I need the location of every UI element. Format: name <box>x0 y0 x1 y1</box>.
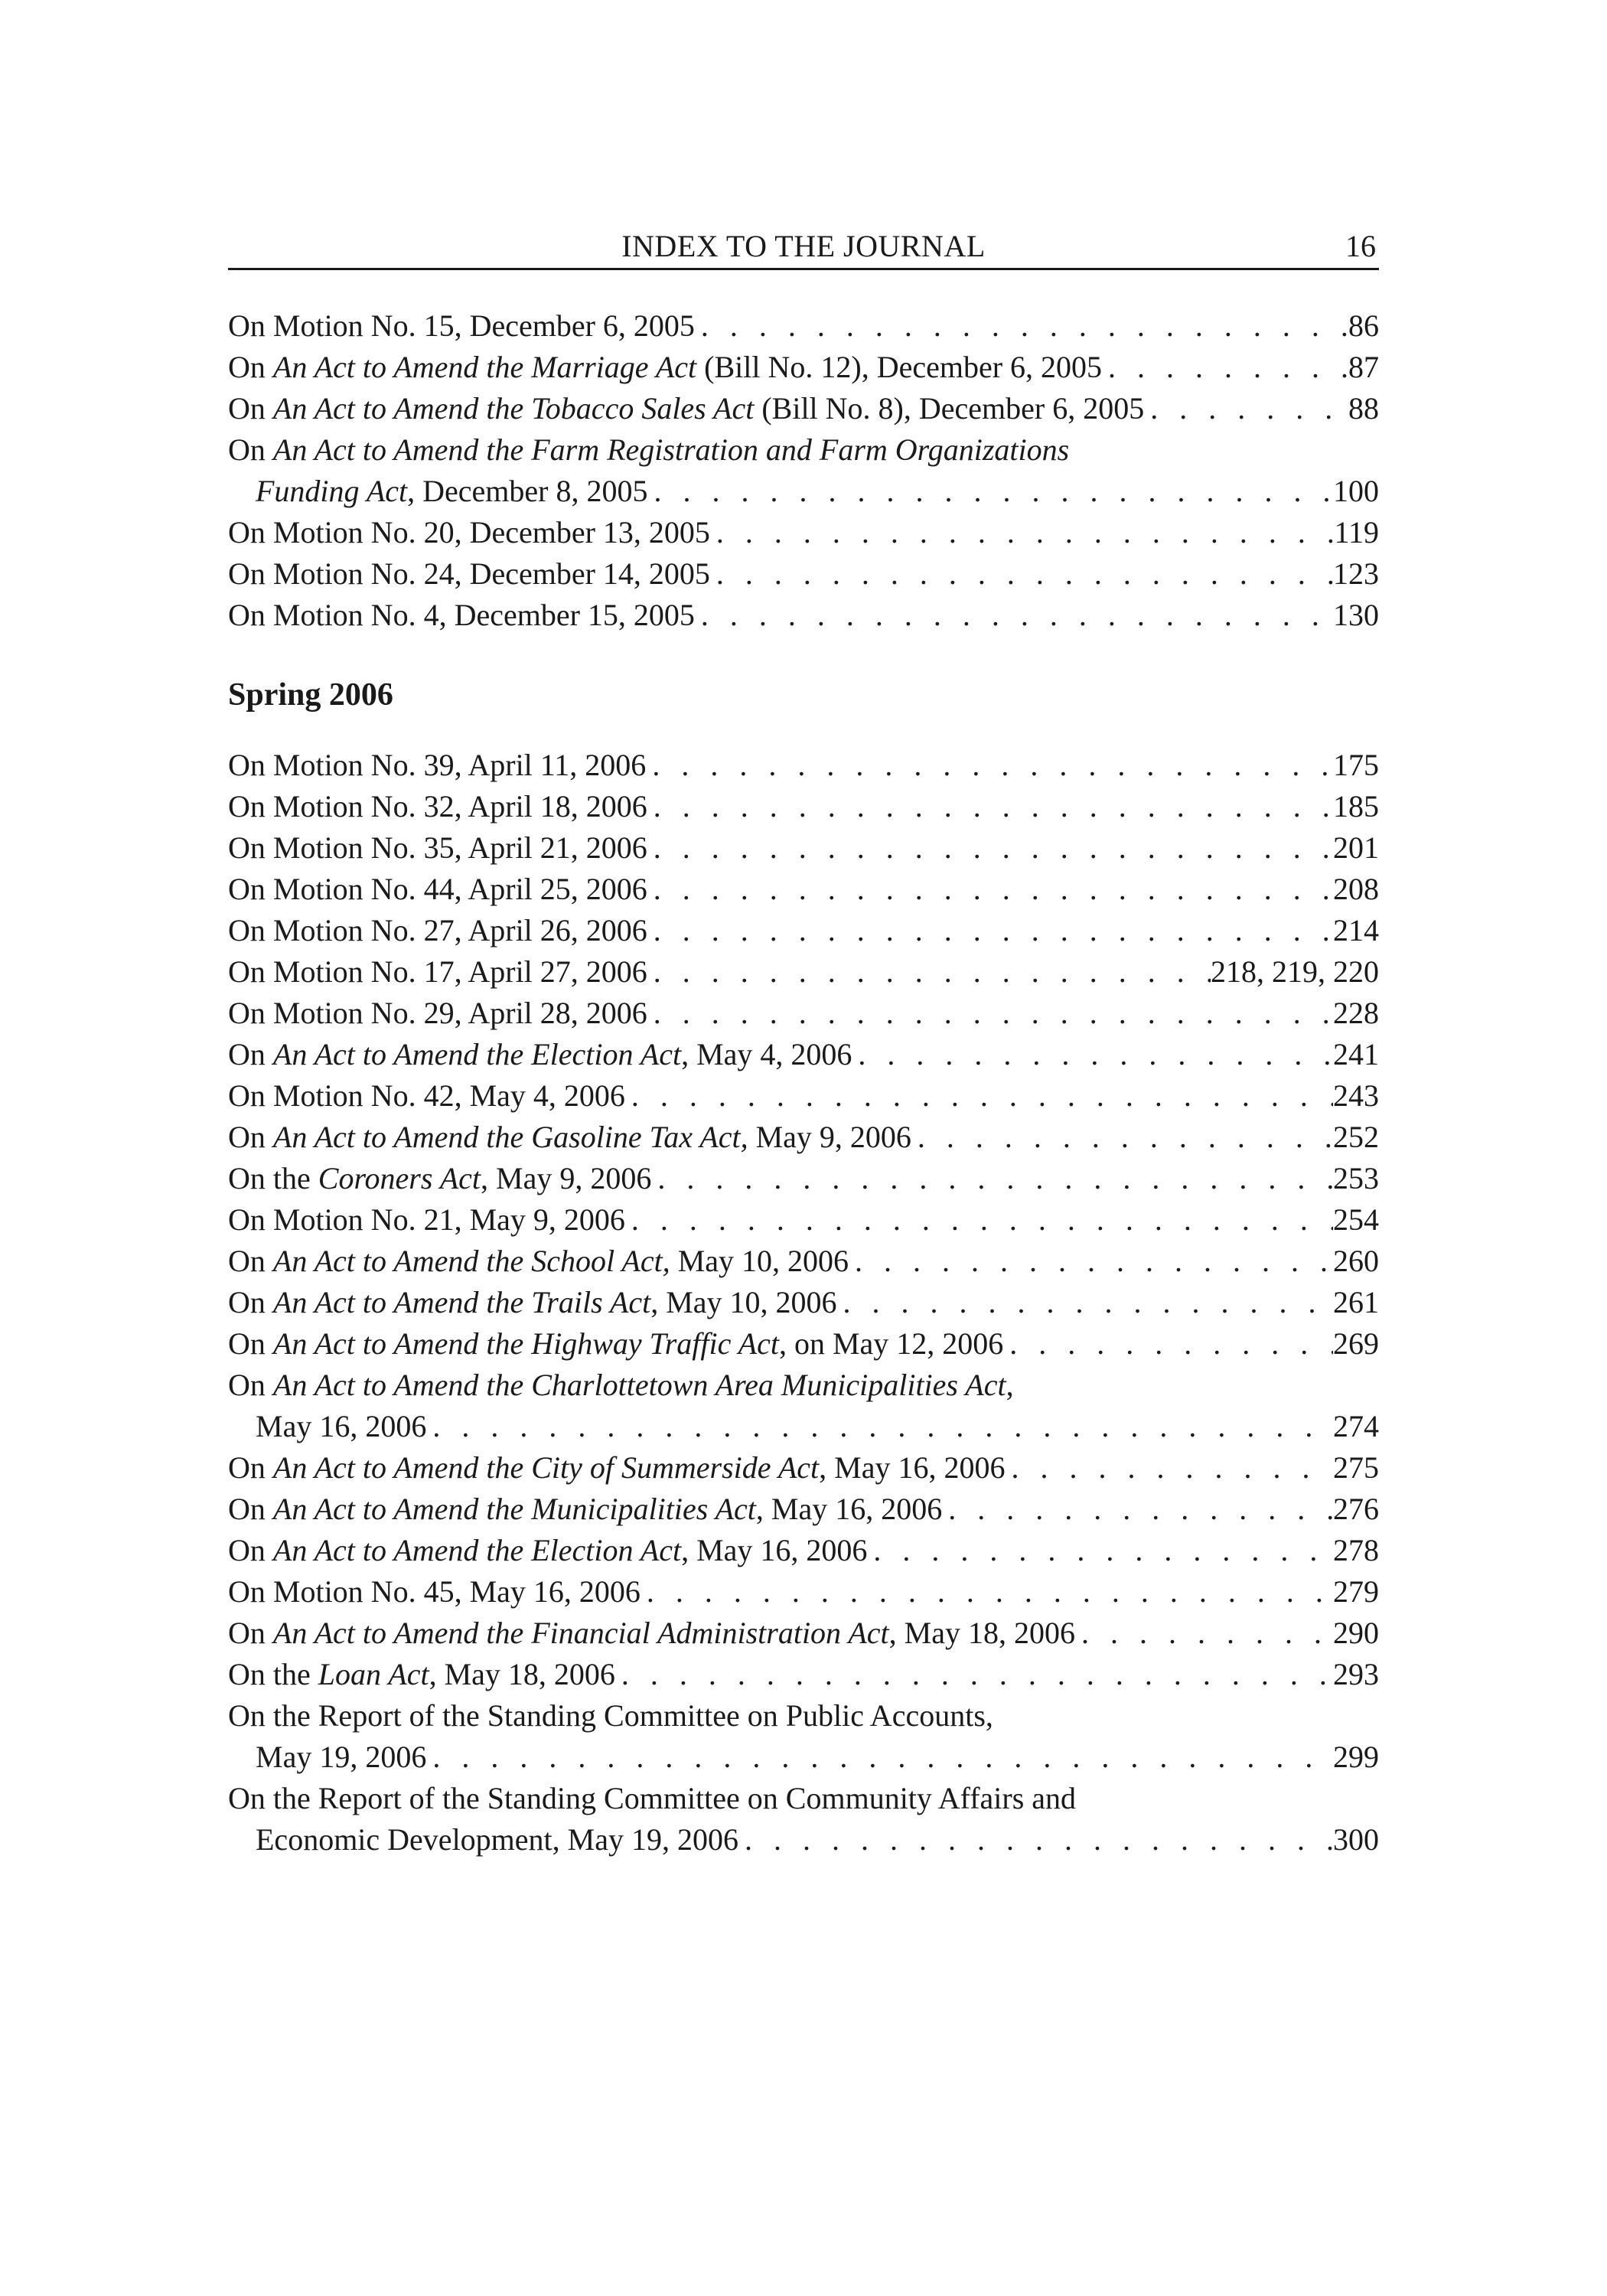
entry-text <box>228 1654 615 1695</box>
dot-leader <box>651 1158 1333 1199</box>
index-entry <box>228 951 1379 993</box>
index-entry <box>228 1199 1379 1241</box>
entry-text-segment: On Motion No. 29, April 28, 2006 <box>228 996 647 1030</box>
index-entry <box>228 1571 1379 1613</box>
entry-text-italic: An Act to Amend the Election Act <box>272 1037 682 1071</box>
entry-text-segment: On the <box>228 1161 318 1195</box>
entry-text-segment: May 16, 2006 <box>256 1409 427 1443</box>
entry-text-segment: On Motion No. 35, April 21, 2006 <box>228 830 647 865</box>
entry-text <box>228 869 647 910</box>
entry-text <box>228 1282 837 1323</box>
entry-text-segment: , on May 12, 2006 <box>778 1326 1004 1361</box>
dot-leader <box>911 1117 1333 1158</box>
entry-text <box>228 1571 641 1613</box>
dot-leader <box>710 553 1333 595</box>
entry-text-segment: May 9, 2006 <box>748 1120 911 1154</box>
entry-line <box>228 1654 1379 1695</box>
entry-text-segment: On Motion No. 24, December 14, 2005 <box>228 556 710 591</box>
index-entry <box>228 1654 1379 1695</box>
entry-line <box>228 1447 1379 1489</box>
dot-leader <box>647 993 1333 1034</box>
entry-text-segment: On the Report of the Standing Committee on Community Affairs and <box>228 1781 1077 1815</box>
entry-text-segment: , May 9, 2006 <box>481 1161 652 1195</box>
entry-line <box>228 1365 1379 1406</box>
index-section <box>228 305 1379 636</box>
entry-line <box>228 1613 1379 1654</box>
entry-page-numbers: 254 <box>1333 1202 1379 1237</box>
entry-text-italic: An Act to Amend the City of Summerside Act <box>272 1450 820 1485</box>
index-entry <box>228 1158 1379 1199</box>
dot-leader <box>695 305 1348 347</box>
entry-line <box>228 1117 1379 1158</box>
entry-text-segment: , May 16, 2006 <box>681 1533 868 1567</box>
dot-leader <box>738 1819 1333 1861</box>
entry-text-segment: May 10, 2006 <box>670 1244 849 1278</box>
entry-text <box>228 429 1069 471</box>
entry-text-segment: On <box>228 432 273 467</box>
page-number: 16 <box>1345 229 1376 263</box>
entry-text-segment: Economic Development, May 19, 2006 <box>256 1822 738 1857</box>
entry-text-segment: On Motion No. 45, May 16, 2006 <box>228 1574 641 1609</box>
entry-text <box>256 1737 426 1778</box>
entry-text-segment: On <box>228 1244 273 1278</box>
entry-text-segment: On the Report of the Standing Committee on Public Accounts, <box>228 1698 993 1733</box>
entry-line <box>228 1075 1379 1117</box>
dot-leader <box>647 786 1333 827</box>
entry-text-segment: On Motion No. 42, May 4, 2006 <box>228 1078 625 1113</box>
entry-text-segment: , May 10, 2006 <box>650 1285 837 1319</box>
dot-leader <box>647 951 1211 993</box>
entry-text <box>228 786 647 827</box>
entry-text-segment: On Motion No. 20, December 13, 2005 <box>228 515 710 550</box>
entry-text-segment: On <box>228 1450 273 1485</box>
entry-continuation-line <box>228 1737 1379 1778</box>
entry-line <box>228 993 1379 1034</box>
entry-text-segment: (Bill No. 8), December 6, 2005 <box>754 391 1145 426</box>
index-entry <box>228 1117 1379 1158</box>
entry-text-segment: On <box>228 1492 273 1526</box>
entry-text-segment: On Motion No. 15, December 6, 2005 <box>228 308 695 343</box>
entry-continuation-line <box>228 471 1379 512</box>
entry-line <box>228 595 1379 636</box>
index-entry <box>228 1034 1379 1075</box>
dot-leader <box>647 827 1333 869</box>
entry-page-numbers: 228 <box>1333 996 1379 1030</box>
dot-leader <box>647 471 1333 512</box>
index-section <box>228 674 1379 1861</box>
dot-leader <box>942 1489 1333 1530</box>
entry-page-numbers: 87 <box>1348 350 1379 384</box>
entry-text-segment: On Motion No. 21, May 9, 2006 <box>228 1202 625 1237</box>
entry-page-numbers: 261 <box>1333 1285 1379 1319</box>
entry-text <box>228 1778 1076 1819</box>
entry-page-numbers: 276 <box>1333 1492 1379 1526</box>
entry-text <box>228 347 1102 388</box>
index-entry <box>228 1695 1379 1778</box>
dot-leader <box>1075 1613 1333 1654</box>
entry-text-italic: An Act to Amend the School Act, <box>272 1244 670 1278</box>
entry-text-italic: Loan Act <box>318 1657 429 1691</box>
index-entry <box>228 869 1379 910</box>
entry-continuation-line <box>228 1406 1379 1447</box>
index-entry <box>228 1241 1379 1282</box>
entry-text-italic: An Act to Amend the Farm Registration and Farm Organizations <box>272 432 1070 467</box>
entry-text-segment: On <box>228 1037 273 1071</box>
entry-line <box>228 1323 1379 1365</box>
entry-text-segment: On Motion No. 4, December 15, 2005 <box>228 598 695 632</box>
entry-text <box>228 1199 625 1241</box>
entry-text-segment: , May 4, 2006 <box>681 1037 852 1071</box>
entry-text-segment: , May 18, 2006 <box>888 1616 1075 1650</box>
dot-leader <box>695 595 1333 636</box>
entry-continuation-line <box>228 1819 1379 1861</box>
dot-leader <box>849 1241 1333 1282</box>
entry-line <box>228 388 1379 429</box>
entry-line <box>228 429 1379 471</box>
dot-leader <box>867 1530 1333 1571</box>
dot-leader <box>615 1654 1333 1695</box>
entry-page-numbers: 214 <box>1333 913 1379 947</box>
dot-leader <box>625 1199 1333 1241</box>
entry-line <box>228 1530 1379 1571</box>
entry-text-segment: On Motion No. 39, April 11, 2006 <box>228 748 647 782</box>
index-entry <box>228 429 1379 512</box>
entry-page-numbers: 260 <box>1333 1244 1379 1278</box>
entry-page-numbers: 279 <box>1333 1574 1379 1609</box>
entry-page-numbers: 253 <box>1333 1161 1379 1195</box>
entry-text-italic: An Act to Amend the Municipalities Act <box>272 1492 756 1526</box>
entry-text <box>228 1530 867 1571</box>
entry-line <box>228 786 1379 827</box>
entry-text <box>228 595 695 636</box>
entry-text <box>228 993 647 1034</box>
entry-page-numbers: 119 <box>1334 515 1379 550</box>
entry-text-segment: , May 16, 2006 <box>755 1492 943 1526</box>
entry-text-italic: An Act to Amend the Charlottetown Area Municipalities Act <box>272 1368 1006 1402</box>
entry-page-numbers: 185 <box>1333 789 1379 823</box>
entry-text <box>228 553 710 595</box>
index-entry <box>228 1778 1379 1861</box>
dot-leader <box>625 1075 1333 1117</box>
entry-page-numbers: 130 <box>1333 598 1379 632</box>
entry-text-segment: , May 16, 2006 <box>819 1450 1006 1485</box>
entry-page-numbers: 278 <box>1333 1533 1379 1567</box>
entry-page-numbers: 290 <box>1333 1616 1379 1650</box>
running-header <box>228 223 1379 270</box>
index-entry <box>228 786 1379 827</box>
entry-line <box>228 1282 1379 1323</box>
index-entry <box>228 1489 1379 1530</box>
entry-text-segment: May 19, 2006 <box>256 1740 427 1774</box>
dot-leader <box>837 1282 1333 1323</box>
entry-text-segment: On Motion No. 32, April 18, 2006 <box>228 789 647 823</box>
entry-text-segment: On Motion No. 17, April 27, 2006 <box>228 954 647 989</box>
dot-leader <box>852 1034 1333 1075</box>
entry-text-italic: An Act to Amend the Gasoline Tax Act, <box>272 1120 748 1154</box>
entry-text <box>228 1323 1003 1365</box>
entry-text-italic: An Act to Amend the Election Act <box>272 1533 682 1567</box>
entry-line <box>228 1695 1379 1737</box>
entry-page-numbers: 275 <box>1333 1450 1379 1485</box>
entry-text-segment: , <box>1006 1368 1014 1402</box>
dot-leader <box>1003 1323 1333 1365</box>
entry-text-italic: An Act to Amend the Highway Traffic Act <box>272 1326 779 1361</box>
entry-line <box>228 1158 1379 1199</box>
index-entry <box>228 1613 1379 1654</box>
entry-text-segment: On the <box>228 1657 318 1691</box>
entry-page-numbers: 100 <box>1333 474 1379 508</box>
entry-text <box>256 1406 426 1447</box>
entry-text <box>228 1613 1075 1654</box>
index-entry <box>228 910 1379 951</box>
entry-line <box>228 1034 1379 1075</box>
entry-text <box>228 1117 911 1158</box>
entry-page-numbers: 218, 219, 220 <box>1211 954 1379 989</box>
entry-text <box>228 910 647 951</box>
entry-text-segment: On <box>228 1120 273 1154</box>
entry-text <box>228 1695 993 1737</box>
entry-text-italic: An Act to Amend the Marriage Act <box>272 350 697 384</box>
index-entry <box>228 993 1379 1034</box>
dot-leader <box>647 910 1333 951</box>
entry-page-numbers: 243 <box>1333 1078 1379 1113</box>
entry-text <box>256 471 647 512</box>
entry-text-italic: Coroners Act <box>318 1161 481 1195</box>
running-header-title: INDEX TO THE JOURNAL <box>621 229 986 263</box>
entry-line <box>228 951 1379 993</box>
section-heading: Spring 2006 <box>228 677 393 713</box>
entry-text <box>228 951 647 993</box>
entry-page-numbers: 86 <box>1348 308 1379 343</box>
entry-text-segment: (Bill No. 12), December 6, 2005 <box>696 350 1103 384</box>
entry-text <box>228 1365 1014 1406</box>
entry-text-segment: On <box>228 391 273 426</box>
dot-leader <box>710 512 1335 553</box>
entry-page-numbers: 299 <box>1333 1740 1379 1774</box>
entry-page-numbers: 123 <box>1333 556 1379 591</box>
entry-text <box>228 1241 849 1282</box>
entry-line <box>228 869 1379 910</box>
index-entry <box>228 827 1379 869</box>
entry-text-italic: Funding Act <box>256 474 408 508</box>
index-entry <box>228 745 1379 786</box>
index-page <box>228 223 1379 1861</box>
dot-leader <box>1005 1447 1333 1489</box>
entry-text-segment: On <box>228 350 273 384</box>
index-entry <box>228 512 1379 553</box>
entry-page-numbers: 274 <box>1333 1409 1379 1443</box>
entry-page-numbers: 269 <box>1333 1326 1379 1361</box>
entry-text-segment: On <box>228 1533 273 1567</box>
entry-text <box>228 512 710 553</box>
entry-text <box>256 1819 738 1861</box>
entry-text-segment: On <box>228 1616 273 1650</box>
dot-leader <box>641 1571 1333 1613</box>
entry-text-segment: , December 8, 2005 <box>407 474 648 508</box>
dot-leader <box>647 869 1333 910</box>
entry-text <box>228 1034 852 1075</box>
index-entry <box>228 1365 1379 1447</box>
entry-page-numbers: 201 <box>1333 830 1379 865</box>
entry-text-italic: An Act to Amend the Financial Administration Act <box>272 1616 889 1650</box>
index-entry <box>228 1530 1379 1571</box>
entry-text <box>228 1158 651 1199</box>
index-body <box>228 305 1379 1861</box>
index-entry <box>228 347 1379 388</box>
index-entry <box>228 1075 1379 1117</box>
entry-text <box>228 745 646 786</box>
dot-leader <box>1144 388 1348 429</box>
dot-leader <box>646 745 1333 786</box>
entry-text-italic: An Act to Amend the Tobacco Sales Act <box>272 391 755 426</box>
entry-line <box>228 347 1379 388</box>
entry-text <box>228 388 1144 429</box>
dot-leader <box>426 1406 1333 1447</box>
entry-page-numbers: 175 <box>1333 748 1379 782</box>
entry-line <box>228 1489 1379 1530</box>
entry-text-italic: An Act to Amend the Trails Act <box>272 1285 651 1319</box>
entry-line <box>228 1199 1379 1241</box>
entry-line <box>228 1571 1379 1613</box>
entry-page-numbers: 252 <box>1333 1120 1379 1154</box>
entry-text-segment: On Motion No. 27, April 26, 2006 <box>228 913 647 947</box>
index-entry <box>228 1323 1379 1365</box>
dot-leader <box>1102 347 1348 388</box>
entry-page-numbers: 300 <box>1333 1822 1379 1857</box>
entry-text <box>228 1075 625 1117</box>
entry-text-segment: On <box>228 1368 273 1402</box>
entry-text-segment: , May 18, 2006 <box>429 1657 615 1691</box>
index-entry <box>228 388 1379 429</box>
index-entry <box>228 1447 1379 1489</box>
entry-text-segment: On <box>228 1326 273 1361</box>
entry-page-numbers: 208 <box>1333 872 1379 906</box>
entry-line <box>228 305 1379 347</box>
entry-line <box>228 910 1379 951</box>
entry-text-segment: On Motion No. 44, April 25, 2006 <box>228 872 647 906</box>
index-entry <box>228 553 1379 595</box>
entry-text <box>228 827 647 869</box>
index-entry <box>228 305 1379 347</box>
index-entry <box>228 595 1379 636</box>
entry-line <box>228 1778 1379 1819</box>
entry-line <box>228 512 1379 553</box>
entry-text <box>228 305 695 347</box>
entry-line <box>228 1241 1379 1282</box>
entry-line <box>228 827 1379 869</box>
entry-page-numbers: 88 <box>1348 391 1379 426</box>
entry-line <box>228 745 1379 786</box>
entry-text-segment: On <box>228 1285 273 1319</box>
dot-leader <box>426 1737 1333 1778</box>
entry-text <box>228 1489 942 1530</box>
entry-page-numbers: 241 <box>1333 1037 1379 1071</box>
entry-page-numbers: 293 <box>1333 1657 1379 1691</box>
index-entry <box>228 1282 1379 1323</box>
entry-line <box>228 553 1379 595</box>
entry-text <box>228 1447 1005 1489</box>
